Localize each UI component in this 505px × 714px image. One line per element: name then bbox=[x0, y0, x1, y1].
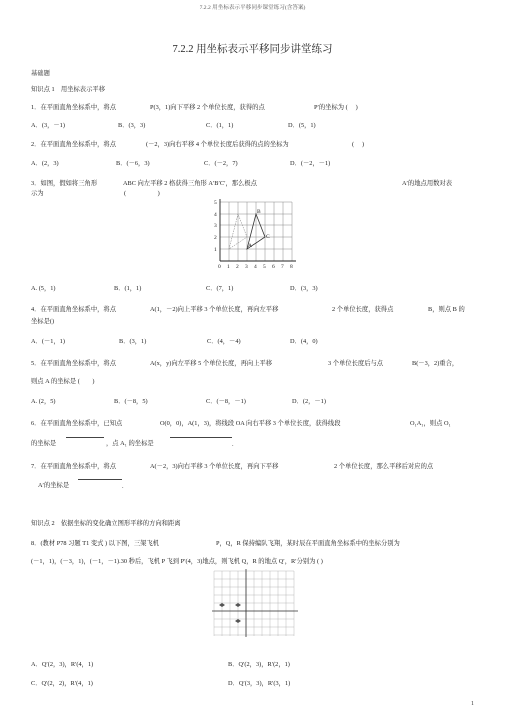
point-label-b: B bbox=[257, 209, 261, 215]
q8-option-d: D．Q′(3，3)，R′(3，1) bbox=[228, 680, 291, 687]
q1-option-c: C．(1，1) bbox=[206, 122, 234, 129]
q4-text-a: 4．在平面直角坐标系中，将点 bbox=[31, 306, 117, 313]
q5-option-b: B．(－8，5) bbox=[114, 398, 148, 405]
plane-icon-p bbox=[235, 603, 241, 607]
x-tick-6: 6 bbox=[272, 264, 275, 270]
q6-text-c: O₁A₁，则点 O₁ bbox=[410, 420, 451, 427]
q6-text-d: 的坐标是 bbox=[31, 440, 57, 447]
q6-blank-o1[interactable] bbox=[66, 437, 104, 438]
q2-option-c: C．(－2，7) bbox=[204, 160, 238, 167]
x-tick-3: 3 bbox=[245, 264, 248, 270]
x-tick-8: 8 bbox=[290, 264, 293, 270]
q4-text-c: 2 个单位长度，获得点 bbox=[332, 306, 394, 313]
x-tick-5: 5 bbox=[263, 264, 266, 270]
section-label: 基础题 bbox=[31, 70, 50, 77]
q2-option-b: B．(－6，3) bbox=[116, 160, 150, 167]
q2-text-b: (－2，3)向右平移 4 个单位长度后获得的点的坐标为 bbox=[146, 141, 289, 148]
q2-option-a: A．(2，3) bbox=[31, 160, 59, 167]
q8-text-c: (－1，1)，(－3，1)，(－1，－1).30 秒后，飞机 P 飞到 P′(4，3)地点，则飞机 Q，R 的地点 Q′，R′分别为 ( ) bbox=[31, 558, 323, 565]
knowledge-point-1: 知识点 1 用坐标表示平移 bbox=[31, 86, 105, 93]
q3-text-b: ABC 向左平移 2 格获得三角形 A′B′C′，那么极点 bbox=[123, 180, 257, 187]
x-tick-0: 0 bbox=[218, 264, 221, 270]
x-tick-2: 2 bbox=[236, 264, 239, 270]
q5-option-c: C．(－8，－1) bbox=[206, 398, 246, 405]
q1-text-c: P′的坐标为 ( ) bbox=[314, 104, 358, 111]
q7-text-d: A′的坐标是 bbox=[38, 482, 70, 489]
q3-text-e: ( ) bbox=[124, 190, 160, 197]
q3-option-b: B．(1，1) bbox=[114, 285, 142, 292]
q4-text-d: B，则点 B 的 bbox=[428, 306, 465, 313]
q7-text-c: 2 个单位长度，那么平移后对应的点 bbox=[334, 463, 434, 470]
q8-grid-figure bbox=[210, 568, 305, 640]
q4-option-b: B．(3，1) bbox=[119, 338, 147, 345]
q5-option-a: A. (2，5) bbox=[31, 398, 56, 405]
q4-text-e: 坐标是() bbox=[31, 318, 55, 325]
y-tick-2: 2 bbox=[214, 235, 217, 241]
x-tick-1: 1 bbox=[227, 264, 230, 270]
q4-option-c: C．(4，－4) bbox=[207, 338, 241, 345]
q3-option-a: A. (5，1) bbox=[31, 285, 56, 292]
page-number: 1 bbox=[471, 701, 474, 707]
x-tick-4: 4 bbox=[254, 264, 257, 270]
q1-option-b: B．(3，3) bbox=[118, 122, 146, 129]
q4-text-b: A(1，－2)向上平移 3 个单位长度，再向左平移 bbox=[150, 306, 279, 313]
q8-text-b: P，Q，R 保持编队飞翔，某时辰在平面直角坐标系中的坐标分别为 bbox=[216, 540, 400, 547]
x-tick-7: 7 bbox=[281, 264, 284, 270]
q7-text-a: 7．在平面直角坐标系中，将点 bbox=[31, 463, 117, 470]
q1-text-a: 1．在平面直角坐标系中，将点 bbox=[31, 104, 117, 111]
q7-blank-answer[interactable] bbox=[78, 479, 122, 480]
point-label-c: C bbox=[266, 234, 270, 240]
q2-option-d: D．(－2，－1) bbox=[290, 160, 331, 167]
q5-text-d: B(－3，2)重合， bbox=[412, 360, 459, 367]
y-tick-1: 1 bbox=[214, 247, 217, 253]
q6-text-a: 6．在平面直角坐标系中，已知点 bbox=[31, 420, 123, 427]
q3-text-a: 3．如图，假如将三角形 bbox=[31, 180, 98, 187]
q2-text-a: 2．在平面直角坐标系中，将点 bbox=[31, 141, 117, 148]
q1-option-d: D．(5，1) bbox=[288, 122, 316, 129]
point-label-a: A bbox=[248, 243, 252, 249]
q5-text-b: A(x，y)向左平移 5 个单位长度，再向上平移 bbox=[150, 360, 273, 367]
q4-option-d: D．(4，0) bbox=[290, 338, 318, 345]
q3-option-d: D．(3，3) bbox=[290, 285, 318, 292]
q6-text-e: ，点 A₁ 的坐标是 bbox=[106, 440, 154, 447]
q8-text-a: 8．(教材 P78 习题 T1 变式 ) 以下图，三架飞机 bbox=[31, 540, 160, 547]
q2-text-c: ( ) bbox=[352, 141, 365, 148]
q5-text-e: 则点 A 的坐标是 ( ) bbox=[31, 378, 95, 385]
q8-option-c: C．Q′(2，2)，R′(4，1) bbox=[31, 680, 93, 687]
q8-option-b: B．Q′(2，3)，R′(2，1) bbox=[228, 661, 290, 668]
q5-text-a: 5．在平面直角坐标系中，将点 bbox=[31, 360, 117, 367]
q1-text-b: P(3，1)向下平移 2 个单位长度，获得的点 bbox=[150, 104, 265, 111]
q3-text-d: 示为 bbox=[31, 190, 44, 197]
q4-option-a: A．(－1，1) bbox=[31, 338, 65, 345]
page-title: 7.2.2 用坐标表示平移同步讲堂练习 bbox=[172, 44, 333, 55]
y-tick-5: 5 bbox=[214, 200, 217, 206]
q3-grid-figure bbox=[212, 198, 307, 272]
q6-blank-a1[interactable] bbox=[170, 437, 232, 438]
plane-icon-r bbox=[235, 619, 241, 623]
q6-text-f: . bbox=[232, 441, 234, 448]
q8-option-a: A．Q′(2，3)，R′(4，1) bbox=[31, 661, 94, 668]
q3-option-c: C．(7，1) bbox=[206, 285, 234, 292]
knowledge-point-2: 知识点 2 依据坐标的变化确立图形平移的方向和距离 bbox=[31, 520, 181, 527]
q7-text-e: . bbox=[122, 483, 124, 490]
q3-text-c: A′的地点用数对表 bbox=[402, 180, 453, 187]
q7-text-b: A(－2，3)向右平移 3 个单位长度，再向下平移 bbox=[150, 463, 279, 470]
q5-text-c: 3 个单位长度后与点 bbox=[328, 360, 384, 367]
plane-icon-q bbox=[219, 603, 225, 607]
q1-option-a: A．(3，－1) bbox=[31, 122, 65, 129]
y-tick-4: 4 bbox=[214, 212, 217, 218]
page-header: 7.2.2 用坐标表示平移同步课堂练习(含答案) bbox=[199, 5, 306, 11]
q5-option-d: D．(2，－1) bbox=[292, 398, 326, 405]
q6-text-b: O(0，0)，A(1，3)，将线段 OA 向右平移 3 个单位长度，获得线段 bbox=[160, 420, 341, 427]
y-tick-3: 3 bbox=[214, 223, 217, 229]
